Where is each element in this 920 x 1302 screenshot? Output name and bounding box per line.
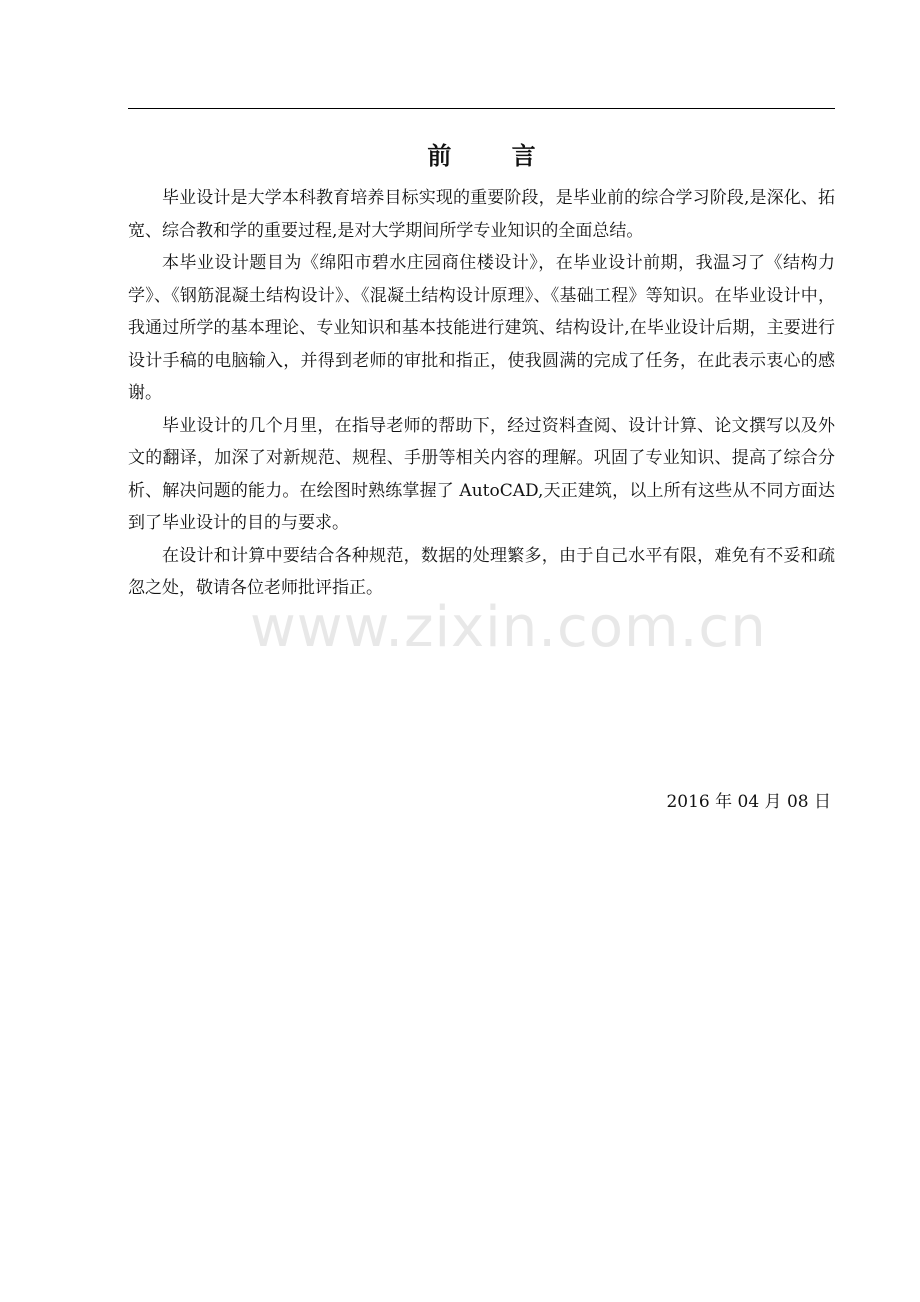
page-title: 前 言 [427, 141, 562, 170]
watermark: www.zixin.com.cn [250, 595, 767, 660]
paragraph-3: 毕业设计的几个月里，在指导老师的帮助下，经过资料查阅、设计计算、论文撰写以及外文的翻译，加深了对新规范、规程、手册等相关内容的理解。巩固了专业知识、提高了综合分析、解决问题的能力。在绘图时熟练掌握了 AutoCAD,天正建筑，以上所有这些从不同方面达到了毕业设计的目的与要求。 [128, 415, 835, 533]
header-rule [128, 108, 835, 109]
paragraph-4: 在设计和计算中要结合各种规范，数据的处理繁多，由于自己水平有限，难免有不妥和疏忽之处，敬请各位老师批评指正。 [128, 545, 835, 598]
signature-date: 2016 年 04 月 08 日 [666, 792, 831, 812]
paragraph-1: 毕业设计是大学本科教育培养目标实现的重要阶段，是毕业前的综合学习阶段,是深化、拓宽、综合教和学的重要过程,是对大学期间所学专业知识的全面总结。 [128, 188, 835, 241]
preface-body [128, 182, 835, 605]
paragraph-2: 本毕业设计题目为《绵阳市碧水庄园商住楼设计》，在毕业设计前期，我温习了《结构力学》、《钢筋混凝土结构设计》、《混凝土结构设计原理》、《基础工程》等知识。在毕业设计中，我通过所学的基本理论、专业知识和基本技能进行建筑、结构设计,在毕业设计后期，主要进行设计手稿的电脑输入，并得到老师的审批和指正，使我圆满的完成了任务，在此表示衷心的感谢。 [128, 253, 835, 403]
